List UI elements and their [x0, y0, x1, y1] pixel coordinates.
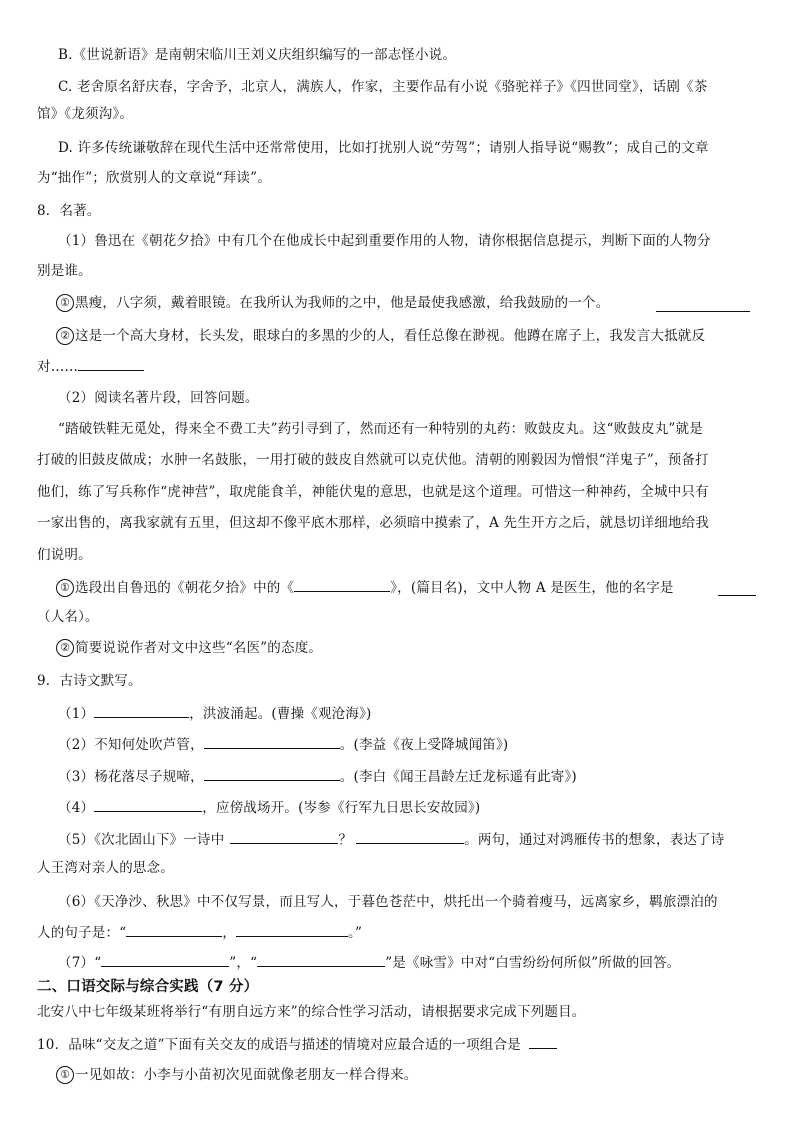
q9-line5-text-c: 。两句，通过对鸿雁传书的想象，表达了诗 [464, 832, 725, 848]
passage-line-1: “踏破铁鞋无觅处，得来全不费工夫”药引寻到了，然而还有一种特别的丸药：败鼓皮丸。这“败鼓皮丸”就是 [58, 421, 703, 437]
q8-part2: （2）阅读名著片段，回答问题。 [58, 390, 259, 406]
q8-item2-answer-blank[interactable] [78, 356, 144, 371]
passage-line-3: 他们，练了写兵称作“虎神营”，取虎能食羊，神能伏鬼的意思，也就是这个道理。可惜这一种神药，全城中只有 [37, 484, 709, 500]
circled-number-1: ① [56, 1066, 74, 1084]
q9-line2-text-a: （2）不知何处吹芦管， [58, 737, 204, 753]
q8-sub1-line2: （人名）。 [37, 609, 99, 625]
q9-line6: （6）《天净沙、秋思》中不仅写景，而且写人，于暮色苍茫中，烘托出一个骑着瘦马，远离家乡，羁旅漂泊的 [58, 894, 718, 910]
passage-line-5: 们说明。 [37, 547, 92, 563]
passage-line-2: 打破的旧鼓皮做成；水肿一名鼓胀，一用打破的鼓皮自然就可以克伏他。清朝的刚毅因为憎恨“洋鬼子”，预备打 [37, 452, 709, 468]
q8-sub2-text: 简要说说作者对文中这些“名医”的态度。 [75, 640, 323, 656]
q9-line6-cont [37, 922, 362, 943]
q10-stem [37, 1034, 557, 1055]
q10-text: 10．品味“交友之道”下面有关交友的成语与描述的情境对应最合适的一项组合是 [37, 1037, 521, 1053]
q9-line4-text: ，应傍战场开。(岑参《行军九日思长安故园》) [202, 800, 481, 816]
q9-line5 [58, 829, 724, 850]
q9-line5-text-a: （5）《次北固山下》一诗中 [58, 832, 225, 848]
q8-item2-text-end: 对…… [37, 359, 79, 375]
q9-line7-text-b: ”，“ [229, 955, 258, 971]
q8-sub1 [56, 577, 674, 598]
q8-sub2 [56, 638, 322, 658]
doctor-name-blank[interactable] [718, 581, 756, 596]
q8-sub1-text-b: 》，(篇目名)，文中人物 A 是医生，他的名字是 [390, 580, 674, 596]
poem-blank-1[interactable] [94, 703, 189, 718]
passage-line-4: 一家出售的，离我家就有五里，但这却不像平底木那样，必须暗中摸索了，A 先生开方之后，就恳切详细地给我 [37, 515, 710, 531]
q9-line7-text-c: ”是《咏雪》中对“白雪纷纷何所似”所做的回答。 [385, 955, 681, 971]
q9-line3-text-a: （3）杨花落尽子规啼， [58, 769, 204, 785]
poem-blank-5b[interactable] [356, 829, 464, 844]
q9-line2-text-b: 。(李益《夜上受降城闻笛》) [339, 737, 509, 753]
q8-part1-line1: （1）鲁迅在《朝花夕拾》中有几个在他成长中起到重要作用的人物，请你根据信息提示，判断下面的人物分 [58, 233, 711, 249]
q8-item1-text: 黑瘦，八字须，戴着眼镜。在我所认为我师的之中，他是最使我感激，给我鼓励的一个。 [75, 295, 610, 311]
q9-line7 [58, 952, 681, 973]
q9-line6-text-d: 。” [348, 925, 363, 941]
section-intro: 北安八中七年级某班将举行“有朋自远方来”的综合性学习活动，请根据要求完成下列题目。 [37, 1004, 586, 1020]
q7-option-d-line1: D. 许多传统谦敬辞在现代生活中还常常使用，比如打扰别人说“劳驾”；请别人指导说“赐教”；成自己的文章 [58, 140, 709, 156]
q8-item2 [56, 326, 705, 346]
q8-part1-line2: 别是谁。 [37, 263, 92, 279]
poem-blank-7b[interactable] [257, 952, 385, 967]
circled-number-1: ① [56, 294, 74, 312]
q7-option-c-line2: 馆》《龙须沟》。 [37, 106, 134, 122]
poem-blank-6a[interactable] [126, 922, 222, 937]
poem-blank-4[interactable] [94, 797, 202, 812]
q10-option1 [56, 1065, 418, 1085]
circled-number-1: ① [56, 579, 74, 597]
circled-number-2: ② [56, 639, 74, 657]
q9-line6-text-b: 人的句子是：“ [37, 925, 127, 941]
poem-blank-5a[interactable] [230, 829, 338, 844]
q8-title: 8．名著。 [37, 203, 101, 219]
q8-item1 [56, 293, 609, 313]
circled-number-2: ② [56, 327, 74, 345]
q7-option-c-line1: C. 老舍原名舒庆春，字舍予，北京人，满族人，作家，主要作品有小说《骆驼祥子》《四世同堂》，话剧《茶 [58, 79, 708, 95]
q9-line2 [58, 734, 508, 755]
q8-item2-line2 [37, 356, 144, 377]
q9-line1-num: （1） [58, 706, 95, 722]
q9-line4 [58, 797, 480, 818]
q7-option-b: B.《世说新语》是南朝宋临川王刘义庆组织编写的一部志怪小说。 [58, 47, 457, 63]
q9-line7-text-a: （7）“ [58, 955, 102, 971]
q9-line1-text: ，洪波涌起。(曹操《观沧海》) [189, 706, 372, 722]
q9-line3-text-b: 。(李白《闻王昌龄左迁龙标遥有此寄》) [339, 769, 577, 785]
q9-line5-text-b: ？ [338, 832, 353, 848]
q9-line6-text-c: ， [222, 925, 237, 941]
q10-option1-text: 一见如故：小李与小苗初次见面就像老朋友一样合得来。 [75, 1067, 418, 1083]
poem-blank-6b[interactable] [236, 922, 348, 937]
q9-line5-cont: 人王湾对亲人的思念。 [37, 860, 174, 876]
q9-line4-num: （4） [58, 800, 95, 816]
q10-answer-blank[interactable] [529, 1034, 557, 1049]
q8-sub1-text-a: 选段出自鲁迅的《朝花夕拾》中的《 [75, 580, 295, 596]
q9-line1 [58, 703, 372, 724]
poem-blank-7a[interactable] [101, 952, 229, 967]
poem-blank-2[interactable] [204, 734, 340, 749]
q8-item1-answer-blank[interactable] [656, 297, 750, 312]
section-heading: 二、口语交际与综合实践（7 分） [37, 979, 259, 995]
q9-title: 9．古诗文默写。 [37, 673, 142, 689]
q7-option-d-line2: 为“拙作”；欣赏别人的文章说“拜读”。 [37, 170, 271, 186]
q9-line3 [58, 766, 577, 787]
chapter-name-blank[interactable] [294, 577, 390, 592]
q8-item2-text: 这是一个高大身材，长头发，眼球白的多黑的少的人，看任总像在渺视。他蹲在席子上，我发言大抵就反 [75, 328, 706, 344]
poem-blank-3[interactable] [204, 766, 340, 781]
